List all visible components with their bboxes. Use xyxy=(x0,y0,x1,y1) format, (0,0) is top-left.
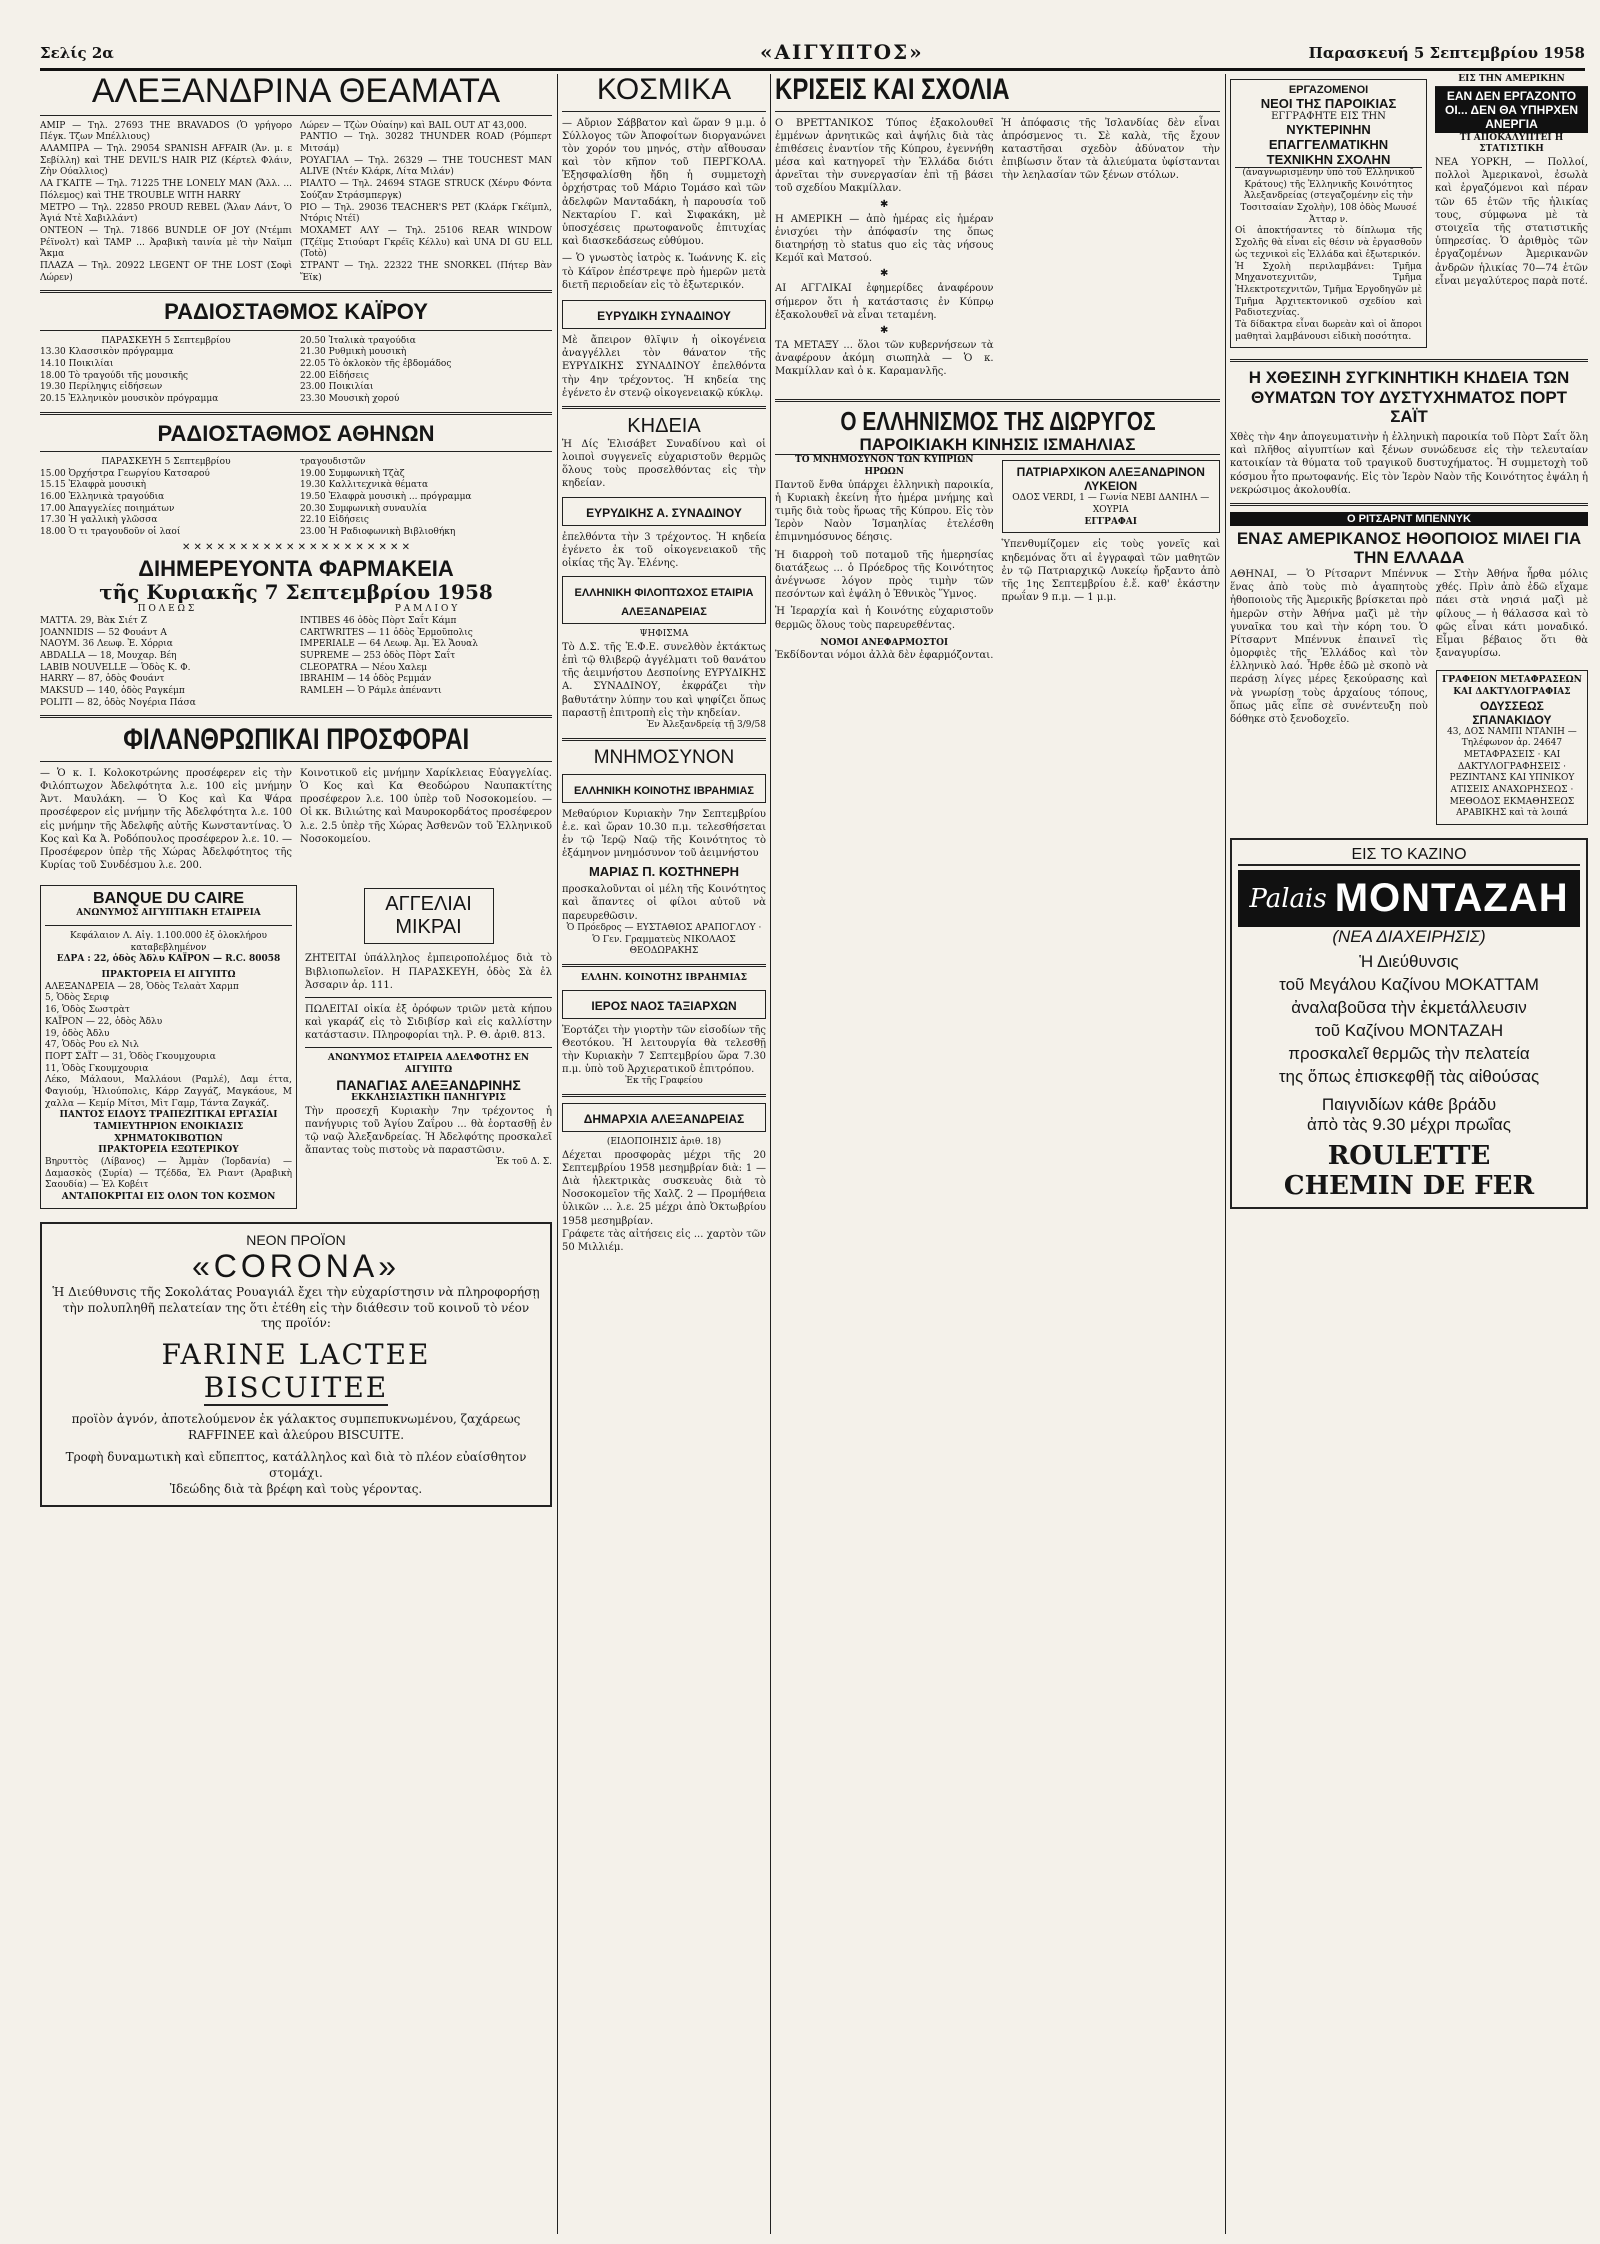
small-ads-block xyxy=(305,880,552,1214)
bank-branch: ΑΛΕΞΑΝΔΡΕΙΑ — 28, Ὁδὸς Τελαὰτ Χαρμπ xyxy=(45,981,239,992)
memorial-name: ΜΑΡΙΑΣ Π. ΚΟΣΤΗΝΕΡΗ xyxy=(588,864,740,880)
lyceum-label: ΕΓΓΡΑΦΑΙ xyxy=(1084,516,1137,527)
funeral-port-said-body: Χθὲς τὴν 4ην ἀπογευματινὴν ἡ ἑλληνικὴ παροικία τοῦ Πὸρτ Σαΐτ ὅλη καὶ πλῆθος αἰγυπτίων καὶ ξένων συνώδευσε εἰς τὴν τελευταίαν κατοικίαν τὰ θύματα τοῦ τραγικοῦ δυστυχήματος. Ἡ συμμετοχὴ τοῦ κόσμου ἦτο πρωτοφανής. Εἰς τὸν Ἱερὸν Ναὸν τῆς Κοινότητος ἐψάλη ἡ νεκρώσιμος ἀκολουθία. xyxy=(1230,431,1588,496)
pharmacy-item: RAMLEH — Ὁ Ράμλε ἀπέναντι xyxy=(300,685,442,696)
radio-item: 22.00 Εἰδήσεις xyxy=(300,370,369,381)
casino-banner xyxy=(1238,870,1580,927)
corona-body: προϊὸν ἁγνόν, ἀποτελούμενον ἐκ γάλακτος συμπεπυκνωμένου, ζαχάρεως RAFFINEE καὶ ἀλεύρου BISCUITE. xyxy=(71,1412,521,1443)
pharmacy-item: POLITI — 82, ὁδὸς Νογέρια Πάσα xyxy=(40,697,196,708)
theatre-item: ΟΝΤΕΟΝ — Τηλ. 71866 BUNDLE OF JOY (Ντέμπι Ρέϊνολτ) καὶ TAMP ... Ἀραβικὴ ταινία μὲ τὴν Ναϊμπ Ἄκμα xyxy=(40,225,292,260)
pharmacy-item: INTIBES 46 ὁδὸς Πὸρτ Σαΐτ Κάμπ xyxy=(300,615,457,626)
radio-item: 20.15 Ἑλληνικὸν μουσικὸν πρόγραμμα xyxy=(40,394,219,405)
bank-branch: 16, Ὁδὸς Σωστρὰτ xyxy=(45,1005,130,1016)
radio-item: 17.00 Ἀπαγγελίες ποιημάτων xyxy=(40,503,175,514)
church-head: ΕΛΛΗΝ. ΚΟΙΝΟΤΗΣ ΙΒΡΑΗΜΙΑΣ xyxy=(580,972,748,983)
theatre-item: ΛΑ ΓΚΑΙΤΕ — Τηλ. 71225 THE LONELY MAN (Ἄλλ. ... Πόλεμος) καὶ THE TROUBLE WITH HARRY xyxy=(40,179,292,201)
issue-date: Παρασκευή 5 Σεπτεμβρίου 1958 xyxy=(1308,44,1585,62)
corona-product-1: FARINE LACTEE xyxy=(161,1338,431,1372)
resolution-label: ΨΗΦΙΣΜΑ xyxy=(639,629,689,640)
theatre-item: ΠΛΑΖΑ — Τηλ. 20922 LEGENT OF THE LOST (Σοφὶ Λώρεν) xyxy=(40,260,292,283)
editorial-paragraph: Ο ΒΡΕΤΤΑΝΙΚΟΣ Τύπος ἐξακολουθεῖ ἐμμένων ἀρνητικῶς καὶ ἀψήλις διὰ τὰς ἐπιθέσεις ἐναντίον τῆς Κύπρου, ἐγεννήθη μέσα καὶ κατηγορεῖ τὴν Ἑλλάδα διότι ἀρνεῖται τὴν συνεργασίαν ἐπὶ τῇ βάσει τοῦ σχεδίου Μακμίλλαν. xyxy=(775,117,994,195)
event-head: ΑΝΩΝΥΜΟΣ ΕΤΑΙΡΕΙΑ ΑΔΕΛΦΟΤΗΣ ΕΝ ΑΙΓΥΠΤΩ xyxy=(327,1053,530,1076)
radio-item: 23.00 Ἡ Ραδιοφωνικὴ Βιβλιοθήκη xyxy=(300,527,456,538)
casino-games: Παιγνιδίων κάθε βράδυ xyxy=(1321,1094,1497,1114)
theatre-item: ΜΟΧΑΜΕΤ ΑΛΥ — Τηλ. 25106 REAR WINDOW (Τζέϊμς Στιούαρτ Γκρέϊς Κέλλυ) καὶ UNA DI GU ELL (Totò) xyxy=(300,225,552,260)
ismailia-title: ΠΑΡΟΙΚΙΑΚΗ ΚΙΝΗΣΙΣ ΙΣΜΑΗΛΙΑΣ xyxy=(775,435,1220,456)
radio-item: 18.00 Ὁ τι τραγουδοῦν οἱ λαοί xyxy=(40,527,181,538)
church-title: ΙΕΡΟΣ ΝΑΟΣ ΤΑΞΙΑΡΧΩΝ xyxy=(562,990,766,1019)
ritsart-body xyxy=(1230,568,1588,830)
funeral-port-said-head: Η ΧΘΕΣΙΝΗ ΣΥΓΚΙΝΗΤΙΚΗ ΚΗΔΕΙΑ ΤΩΝ ΘΥΜΑΤΩΝ ΤΟΥ ΔΥΣΤΥΧΗΜΑΤΟΣ ΠΟΡΤ ΣΑΪΤ xyxy=(1248,368,1570,427)
bank-subtitle: ΑΝΩΝΥΜΟΣ ΑΙΓΥΠΤΙΑΚΗ ΕΤΑΙΡΕΙΑ xyxy=(76,908,261,919)
radio-item: 21.30 Ρυθμικὴ μουσικὴ xyxy=(300,347,407,358)
church-sign: Ἐκ τῆς Γραφείου xyxy=(625,1076,703,1087)
classified-ad: ΖΗΤΕΙΤΑΙ ὑπάλληλος ἐμπειροπολέμος διὰ τὸ Βιβλιοπωλεῖον. Η ΠΑΡΑΣΚΕΥΗ, ὁδὸς Σὰ ἐλ Ἀσσαριν ἀρ. 111. xyxy=(305,953,552,991)
lyceum-box xyxy=(1002,460,1221,533)
column-rule xyxy=(1225,74,1226,2234)
radio-athens-title: ΡΑΔΙΟΣΤΑΘΜΟΣ ΑΘΗΝΩΝ xyxy=(157,420,435,446)
casino-text: Ἡ Διεύθυνσις τοῦ Μεγάλου Καζίνου ΜΟΚΑΤΤΑΜ ἀναλαβοῦσα τὴν ἐκμετάλλευσιν τοῦ Καζίνου ΜΟΝΤΑΖΑΗ προσκαλεῖ θερμῶς τὴν πελατεία της ὅπως ἐπισκεφθῇ τὰς αἰθούσας xyxy=(1278,952,1540,1086)
pharmacy-item: LABIB NOUVELLE — Ὁδὸς Κ. Φ. xyxy=(40,662,191,673)
pharmacy-item: HARRY — 87, ὁδὸς Φουάντ xyxy=(40,674,165,685)
bank-abroad: Βηρυττὸς (Λίβανος) — Ἀμμὰν (Ἰορδανία) — Δαμασκὸς (Συρία) — Τζέδδα, Ἐλ Ριαντ (Ἀραβικὴ Σαουδία) — Ἐλ Κοβέιτ xyxy=(45,1157,292,1191)
office-services: ΜΕΤΑΦΡΑΣΕΙΣ · ΚΑΙ ΔΑΚΤΥΛΟΓΡΑΦΗΣΕΙΣ · ΡΕΖΙΝΤΑΝΣ ΚΑΙ ΥΠΝΙΚΟΥ ΑΤΙΣΕΙΣ ΑΝΑΧΩΡΗΣΕΩΣ · ΜΕΘΟΔΟΣ ΕΚΜΑΘΗΣΕΩΣ ΑΡΑΒΙΚΗΣ καὶ τὰ λοιπά xyxy=(1449,750,1575,819)
casino-hours: ἀπὸ τὰς 9.30 μέχρι πρωΐας xyxy=(1307,1114,1511,1134)
radio-item: 13.30 Κλασσικὸν πρόγραμμα xyxy=(40,347,174,358)
office-title: ΓΡΑΦΕΙΟΝ ΜΕΤΑΦΡΑΣΕΩΝ ΚΑΙ ΔΑΚΤΥΛΟΓΡΑΦΙΑΣ xyxy=(1442,675,1582,697)
column-left xyxy=(40,74,552,2234)
pharmacy-item: ΜΑΤΤΑ. 29, Βὰκ Σιέτ Ζ xyxy=(40,615,147,626)
casino-management: (ΝΕΑ ΔΙΑΧΕΙΡΗΣΙΣ) xyxy=(1332,927,1486,947)
law-text: Ἐκδίδονται νόμοι ἀλλὰ δὲν ἐφαρμόζονται. xyxy=(775,650,994,662)
radio-item: τραγουδιστῶν xyxy=(300,457,366,468)
office-name: ΟΔΥΣΣΕΩΣ ΣΠΑΝΑΚΙΔΟΥ xyxy=(1472,698,1552,727)
radio-item: 17.30 Ἡ γαλλικὴ γλῶσσα xyxy=(40,515,158,526)
casino-roulette: ROULETTE xyxy=(1327,1140,1491,1171)
ismailia-paragraph: Παντοῦ ἔνθα ὑπάρχει ἑλληνικὴ παροικία, ἡ Κυριακὴ ἐκείνη ἦτο ἡμέρα μνήμης καὶ τιμῆς διὰ τοὺς ἥρωας τῆς Κύπρου. Εἰς τὸν Ἱερὸν Ναὸν Ἰσμαηλίας ἐτελέσθη ἐπιμνημόσυνος δέησις. xyxy=(775,479,994,544)
pharmacy-item: ΝΑΟΥΜ. 36 Λεωφ. Ἐ. Χόρρια xyxy=(40,639,173,650)
classified-ad: ΠΩΛΕΙΤΑΙ οἰκία ἐξ ὀρόφων τριῶν μετὰ κήπου καὶ γκαράζ εἰς τὸ Σιδιβίσρ καὶ εἰς καλλίστην κατάστασιν. Πληροφορίαι τηλ. Ρ. Θ. ἀριθ. 813. xyxy=(305,1003,552,1042)
kosmika-title: ΚΟΣΜΙΚΑ xyxy=(596,74,732,106)
bank-branch: 19, ὁδὸς Ἀδλυ xyxy=(45,1028,110,1039)
corona-tagline: Τροφὴ δυναμωτικὴ καὶ εὔπεπτος, κατάλληλος καὶ διὰ τὸ πλέον εὐαίσθητον στομάχι. xyxy=(65,1449,527,1480)
corona-product-2: BISCUITEE xyxy=(203,1371,389,1405)
theatre-item: ΜΕΤΡΟ — Τηλ. 22850 PROUD REBEL (Ἄλαν Λάντ, Ὁ Ἁγιά Ντὲ Χαβιλλάντ) xyxy=(40,202,292,225)
kriseis-title: ΚΡΙΣΕΙΣ ΚΑΙ ΣΧΟΛΙΑ xyxy=(775,74,1010,106)
bank-branch: 47, Ὁδὸς Ρου ελ Νιλ xyxy=(45,1040,139,1051)
radio-item: 22.05 Τὸ ὁκλοκὸν τῆς ἐβδομάδος xyxy=(300,358,452,369)
column-kosmika xyxy=(562,74,766,2234)
america-sub: ΤΙ ΑΠΟΚΑΛΥΠΤΕΙ Η ΣΤΑΤΙΣΤΙΚΗ xyxy=(1459,132,1564,155)
school-kicker: ΕΡΓΑΖΟΜΕΝΟΙ xyxy=(1288,84,1369,96)
radio-item: 15.15 Ἐλαφρὰ μουσικὴ xyxy=(40,480,147,491)
editorial-paragraph: Ἡ ἀπόφασις τῆς Ἰσλανδίας δὲν εἶναι ἀπρόσμενος τι. Σὲ καλὰ, τῆς ἔχουν καταστῆσαι σχεδὸν ἀδύνατον τὴν ἐπιβίωσιν ὅταν τὰ ἀλιεύματα ὑφίστανται τὴν λεηλασίαν τῶν ξένων στόλων. xyxy=(1001,117,1220,182)
casino-palais: Palais xyxy=(1249,883,1327,914)
column-kriseis xyxy=(775,74,1220,2234)
lyceum-text: Ὑπενθυμίζομεν εἰς τοὺς γονεῖς καὶ κηδεμόνας ὅτι αἱ ἐγγραφαὶ τῶν μαθητῶν ἐν τῷ Πατριαρχικῷ Λυκείῳ ἤρξαντο ἀπὸ τῆς 1ης Σεπτεμβρίου ἐ.ἔ. καθ' ἑκάστην πρωΐαν 9 π.μ. — 1 μ.μ. xyxy=(1001,539,1220,604)
pharmacy-area: Π Ο Λ Ε Ω Σ xyxy=(137,604,195,615)
school-body: Ἡ Σχολὴ περιλαμβάνει: Τμῆμα Μηχανοτεχνιτῶν, Τμῆμα Ἠλεκτροτεχνιτῶν, Τμῆμα Ἐργοδηγῶν μὲ Τμῆμα Ἀρχιτεκτονικοῦ σχεδίου καὶ Ραδιοτεχνίας. xyxy=(1235,261,1422,319)
theatre-item: ΑΜΙΡ — Τηλ. 27693 THE BRAVADOS (Ὁ γρήγορο Πέγκ. Τζων Μπέλλιους) xyxy=(40,120,292,143)
demarchia-note: Γράφετε τὰς αἰτήσεις εἰς ... χαρτὸν τῶν 50 Μιλλιέμ. xyxy=(562,1228,766,1254)
radio-item: 19.00 Συμφωνικὴ Τζὰζ xyxy=(300,468,405,479)
banque-du-caire-ad xyxy=(40,885,297,1209)
memorial-text: προσκαλοῦνται οἱ μέλη τῆς Κοινότητος καὶ ἅπαντες οἱ φίλοι αὐτοῦ νὰ παρευρεθῶσιν. xyxy=(562,884,766,922)
bank-branch: ΠΟΡΤ ΣΑΪΤ — 31, Ὁδὸς Γκουμχουρια xyxy=(45,1051,216,1062)
pharmacy-area: Ρ Α Μ Λ Ι Ο Υ xyxy=(394,604,458,615)
charity-text: Κοινοτικοῦ εἰς μνήμην Χαρίκλειας Εὐαγγελίας. Ὁ Κος καὶ Κα Θεοδώρου Ναυπακτίτης προσέφερον λ.ε. 100 ὑπὲρ τοῦ Νοσοκομείου. — Οἱ κκ. Βιλιώτης καὶ Μαυροκορδάτος προσέφερον λ.ε. 2.5 ὑπὲρ τῆς Χώρας Ἀσθενῶν τοῦ Ἑλληνικοῦ Νοσοκομείου. xyxy=(300,767,552,845)
funeral-text: Ἡ Δίς Ἐλισάβετ Συναδίνου καὶ οἱ λοιποὶ συγγενεῖς εὐχαριστοῦν θερμῶς ὅλους τοὺς προσελθόντας εἰς τὴν κηδείαν. xyxy=(562,438,766,490)
pharmacy-listings xyxy=(40,604,552,709)
demarchia-sub: (ΕΙΔΟΠΟΙΗΣΙΣ ἀριθ. 18) xyxy=(606,1137,722,1148)
radio-item: 14.10 Ποικιλίαι xyxy=(40,358,114,369)
casino-ad xyxy=(1230,838,1588,1209)
demarchia-body: Δέχεται προσφορὰς μέχρι τῆς 20 Σεπτεμβρίου 1958 μεσημβρίαν διὰ: 1 — Διὰ ἠλεκτρικὰς συσκευὰς διὰ τὸ Νοσοκομεῖον τῆς Χαλζ. 2 — Προμήθεια ὑλικῶν ... λ.ε. 25 μέχρι ἀπὸ Ὀκτωβρίου 1958 μεσημβρίαν. xyxy=(562,1149,766,1227)
school-head: ΝΕΟΙ ΤΗΣ ΠΑΡΟΙΚΙΑΣ xyxy=(1260,96,1397,111)
radio-item: 19.30 Καλλιτεχνικὰ θέματα xyxy=(300,480,429,491)
funeral-heading: ΚΗΔΕΙΑ xyxy=(627,414,701,437)
community-heading: ΕΛΛΗΝΙΚΗ ΚΟΙΝΟΤΗΣ ΙΒΡΑΗΜΙΑΣ xyxy=(562,774,766,803)
editorial-paragraph: Η ΑΜΕΡΙΚΗ — ἀπὸ ἡμέρας εἰς ἡμέραν ἐνισχύει τὴν ἀπόφασίν της ὅπως διατηρήσῃ τὸ status quo εἰς τὰς νήσους Κεμόϊ καὶ Ματσού. xyxy=(775,213,994,265)
bank-towns: Λέκο, Μάλαουι, Μαλλάουι (Ραμλέ), Δαμ έττα, Φαγιούμ, Ἠλιούπολις, Κάρρ Ζαγγάζ, Μαγκάουε, Μ χαλλα — Κεμίρ Μίτσι, Μὶτ Γαμρ, Τάντα Ζαγκάζ. xyxy=(45,1075,292,1109)
radio-athens-schedule xyxy=(40,457,552,539)
america-body: ΝΕΑ ΥΟΡΚΗ, — Πολλοί, πολλοὶ Ἀμερικανοὶ, ἐσωλὰ καὶ ἐργαζόμενοι καὶ πέραν τῶν 65 ἐτῶν τῆς ἡλικίας τους, σύμφωνα μὲ τὰ στοιχεῖα τῆς στατιστικῆς ὑπηρεσίας. Ὁ ἀριθμὸς τῶν ἐργαζομένων Ἀμερικανῶν ἀνδρῶν ἡλικίας 70—74 ἐτῶν εἶναι μεγαλύτερος παρὰ ποτέ. xyxy=(1435,157,1588,287)
diorygos-title: Ο ΕΛΛΗΝΙΣΜΟΣ ΤΗΣ ΔΙΩΡΥΓΟΣ xyxy=(839,405,1156,436)
memorial-signatures: Ὁ Πρόεδρος — ΕΥΣΤΑΘΙΟΣ ΑΡΑΠΟΓΛΟΥ · Ὁ Γεν. Γραμματεὺς ΝΙΚΟΛΑΟΣ ΘΕΟΔΩΡΑΚΗΣ xyxy=(566,922,762,957)
column-rule xyxy=(557,74,558,2234)
corona-ad xyxy=(40,1222,552,1508)
newspaper-name: «ΑΙΓΥΠΤΟΣ» xyxy=(760,40,924,64)
charity-title: ΦΙΛΑΝΘΡΩΠΙΚΑΙ ΠΡΟΣΦΟΡΑΙ xyxy=(123,723,469,757)
translation-office-ad xyxy=(1436,670,1588,825)
casino-kicker: ΕΙΣ ΤΟ ΚΑΖΙΝΟ xyxy=(1238,846,1580,866)
church-body: Ἑορτάζει τὴν γιορτὴν τῶν εἰσοδίων τῆς Θεοτόκου. Ἡ λειτουργία θὰ τελεσθῇ τὴν Κυριακὴν 7 Σεπτεμβρίου ὥρα 7.30 π.μ. ὑπὸ τοῦ Ἀρχιερατικοῦ ἐπιτρόπου. xyxy=(562,1024,766,1076)
memorial-text: Μεθαύριον Κυριακὴν 7ην Σεπτεμβρίου ἐ.ε. καὶ ὥραν 10.30 π.μ. τελεσθήσεται ἐν τῷ Ἱερῷ Ναῷ τῆς Κοινότητος τὸ ἑξάμηνον μνημόσυνον τοῦ ἀειμνήστου xyxy=(562,808,766,860)
society-heading: ΕΛΛΗΝΙΚΗ ΦΙΛΟΠΤΩΧΟΣ ΕΤΑΙΡΙΑ ΑΛΕΞΑΝΔΡΕΙΑΣ xyxy=(562,576,766,624)
ismailia-paragraph: Ἡ διαρροὴ τοῦ ποταμοῦ τῆς ἡμερησίας διατάξεως ... ὁ Πρόεδρος τῆς Κοινότητος ἀνέγνωσε λόγον πρὸς τιμὴν τῶν πεσόντων καὶ ἐψάλη ὁ Ἐθνικὸς Ὕμνος. xyxy=(775,549,994,601)
theatre-item: ΑΛΑΜΠΡΑ — Τηλ. 29054 SPANISH AFFAIR (Ἀν. μ. ε Σεβίλλη) καὶ THE DEVIL'S HAIR PIZ (Κέρτελ Φλάιν, Ζὴν Ούαλλιος) xyxy=(40,144,292,178)
bank-branches-title: ΠΡΑΚΤΟΡΕΙΑ ΕΙ ΑΙΓΥΠΤΩ xyxy=(101,970,236,981)
pharmacy-item: MAKSUD — 140, ὁδὸς Ραγκέμπ xyxy=(40,685,185,696)
lyceum-address: ΟΔΟΣ VERDI, 1 — Γωνία ΝΕΒΙ ΔΑΝΙΗΛ — ΧΟΥΡΙΑ xyxy=(1012,493,1210,516)
kosmika-paragraph: — Ὁ γνωστὸς ἰατρὸς κ. Ἰωάννης Κ. εἰς τὸ Κάϊρον ἐπέστρεψε πρὸ ἡμερῶν μετὰ διετῆ περιοδείαν εἰς τὸ ἐξωτερικόν. xyxy=(562,253,766,291)
ismailia-paragraph: Ἡ Ἱεραρχία καὶ ἡ Κοινότης εὐχαριστοῦν θερμῶς ὅλους τοὺς παρευρεθέντας. xyxy=(775,606,994,631)
event-kicker: ΕΚΚΛΗΣΙΑΣΤΙΚΗ ΠΑΝΗΓΥΡΙΣ xyxy=(351,1092,506,1103)
ismailia-subhead: ΤΟ ΜΝΗΜΟΣΥΝΟΝ ΤΩΝ ΚΥΠΡΙΩΝ ΗΡΩΩΝ xyxy=(795,455,974,478)
america-article xyxy=(1435,74,1588,353)
ismailia-body xyxy=(775,455,1220,662)
school-sub: ΕΓΓΡΑΦΗΤΕ ΕΙΣ ΤΗΝ xyxy=(1271,111,1386,122)
column-rule xyxy=(770,74,771,2234)
pharmacy-item: SUPREME — 253 ὁδὸς Πὸρτ Σαΐτ xyxy=(300,650,456,661)
lyceum-title: ΠΑΤΡΙΑΡΧΙΚΟΝ ΑΛΕΞΑΝΔΡΙΝΟΝ ΛΥΚΕΙΟΝ xyxy=(1016,465,1205,494)
obituary-text: Μὲ ἄπειρον θλῖψιν ἡ οἰκογένεια ἀναγγέλλει τὸν θάνατον τῆς ΕΥΡΥΔΙΚΗΣ ΣΥΝΑΔΙΝΟΥ ἐπελθόντα τὴν 4ην τρέχοντος. Ἡ κηδεία της ἐγένετο ἐν στενῷ οἰκογενειακῷ κύκλῳ. xyxy=(562,334,766,399)
pharmacy-item: JOANNIDIS — 52 Φουάντ Α xyxy=(40,627,167,638)
event-body: Τὴν προσεχῆ Κυριακὴν 7ην τρέχοντος ἡ πανήγυρις τοῦ Ἁγίου Ζαΐρου ... θὰ ἑορτασθῇ ἐν τῷ ναῷ Ἀλεξανδρείας. Ἡ Ἀδελφότης προσκαλεῖ ἅπαντας τοὺς πιστοὺς νὰ παραστῶσιν. xyxy=(305,1105,552,1157)
america-head: ΕΑΝ ΔΕΝ ΕΡΓΑΖΟΝΤΟ ΟΙ... ΔΕΝ ΘΑ ΥΠΗΡΧΕΝ ΑΝΕΡΓΙΑ xyxy=(1435,87,1588,133)
corona-intro: Ἡ Διεύθυνσις τῆς Σοκολάτας Ρουαγιάλ ἔχει τὴν εὐχαρίστησιν νὰ πληροφορήσῃ τὴν πολυπληθῆ πελατείαν της ὅτι ἐτέθη εἰς τὴν διάθεσιν τοῦ κοινοῦ τὸ νέον της προϊόν: xyxy=(52,1284,540,1331)
radio-cairo-title: ΡΑΔΙΟΣΤΑΘΜΟΣ ΚΑΪΡΟΥ xyxy=(164,299,428,325)
resolution-text: Τὸ Δ.Σ. τῆς Ἑ.Φ.Ε. συνελθὸν ἐκτάκτως ἐπὶ τῷ θλιβερῷ ἀγγέλματι τοῦ θανάτου τῆς ἀειμνήστου Δεσποίνης ΕΥΡΥΔΙΚΗΣ Α. ΣΥΝΑΔΙΝΟΥ, ἐκφράζει τὴν βαθυτάτην λύπην του καὶ ψηφίζει ὅπως παραστῇ ἐπιτροπὴ εἰς τὴν κηδείαν. xyxy=(562,641,766,719)
radio-date: ΠΑΡΑΣΚΕΥΗ 5 Σεπτεμβρίου xyxy=(101,457,231,468)
casino-chemin-de-fer: CHEMIN DE FER xyxy=(1283,1170,1535,1201)
obituary-text: ἐπελθόντα τὴν 3 τρέχοντος. Ἡ κηδεία ἐγένετο ἐκ τοῦ οἰκογενειακοῦ τῆς οἰκίας τῆς Ἄγ. Ἑλένης. xyxy=(562,531,766,569)
right-top xyxy=(1230,74,1588,353)
pharmacies-subtitle: τῆς Κυριακῆς 7 Σεπτεμβρίου 1958 xyxy=(99,580,493,605)
bank-seat: ΕΔΡΑ : 22, ὁδὸς Ἀδλυ ΚΑΪΡΟΝ — R.C. 80058 xyxy=(56,954,281,965)
event-sign: Ἐκ τοῦ Δ. Σ. xyxy=(495,1157,552,1168)
technical-school-ad xyxy=(1230,79,1427,348)
bank-services: ΤΑΜΙΕΥΤΗΡΙΟΝ ΕΝΟΙΚΙΑΣΙΣ ΧΡΗΜΑΤΟΚΙΒΩΤΙΩΝ xyxy=(93,1122,244,1144)
bank-branch: 11, Ὁδὸς Γκουμχουρια xyxy=(45,1063,149,1074)
demarchia-title: ΔΗΜΑΡΧΙΑ ΑΛΕΞΑΝΔΡΕΙΑΣ xyxy=(562,1103,766,1132)
bank-abroad-title: ΠΡΑΚΤΟΡΕΙΑ ΕΞΩΤΕΡΙΚΟΥ xyxy=(98,1145,239,1156)
charity-section xyxy=(40,767,552,873)
radio-item: 16.00 Ἑλληνικὰ τραγούδια xyxy=(40,492,165,503)
radio-item: 18.00 Τὸ τραγούδι τῆς μουσικῆς xyxy=(40,370,189,381)
radio-item: 19.50 Ἐλαφρὰ μουσικὴ ... πρόγραμμα xyxy=(300,492,472,503)
radio-item: 23.00 Ποικιλίαι xyxy=(300,382,374,393)
obituary-heading: ΕΥΡΥΔΙΚΗΣ Α. ΣΥΝΑΔΙΝΟΥ xyxy=(562,497,766,526)
pharmacy-item: IMPERIALE — 64 Λεωφ. Ἀμ. Ἐλ Ἄουαλ xyxy=(300,639,478,650)
pharmacy-item: ABDALLA — 18, Μουχαρ. Βέη xyxy=(40,650,177,661)
kriseis-body: Ο ΒΡΕΤΤΑΝΙΚΟΣ Τύπος ἐξακολουθεῖ ἐμμένων ἀρνητικῶς καὶ ἀψήλις διὰ τὰς ἐπιθέσεις ἐναντίον τῆς Κύπρου, ἐγεννήθη μέσα καὶ κατηγορεῖ τὴν Ἑλλάδα διότι ἀρνεῖται τὴν συνεργασίαν ἐπὶ τῇ βάσει τοῦ σχεδίου Μακμίλλαν. ✱ Η ΑΜΕΡΙΚΗ — ἀπὸ ἡμέρας εἰς ἡμέραν ἐνισχύει τὴν ἀπόφασίν της ὅπως διατηρήσῃ τὸ status quo εἰς τὰς νήσους Κεμόϊ καὶ Ματσού. ✱ ΑΙ ΑΓΓΛΙΚΑΙ ἐφημερίδες ἀναφέρουν σήμερον ὅτι ἡ κατάστασις ἐν Κύπρῳ ἐξακολουθεῖ νὰ εἶναι τεταμένη. ✱ ΤΑ ΜΕΤΑΞΥ ... ὅλοι τῶν κυβερνήσεων τὰ ἀναφέρουν ἀκόμη σιωπηλὰ — Ὁ κ. Μακμίλλαν καὶ ὁ κ. Καραμανλῆς. Ἡ ἀπόφασις τῆς Ἰσλανδίας δὲν εἶναι ἀπρόσμενος τι. Σὲ καλὰ, τῆς ἔχουν καταστῆσαι σχεδὸν ἀδύνατον τὴν ἐπιβίωσιν ὅταν τὰ ἀλιεύματα ὑφίστανται τὴν λεηλασίαν τῶν ξένων στόλων. xyxy=(775,117,1220,378)
pharmacy-item: CARTWRITES — 11 ὁδὸς Ἐρμοῦπολις xyxy=(300,627,473,638)
bank-services-title: ΠΑΝΤΟΣ ΕΙΔΟΥΣ ΤΡΑΠΕΖΙΤΙΚΑΙ ΕΡΓΑΣΙΑΙ xyxy=(59,1110,278,1121)
lower-left-block xyxy=(40,880,552,1214)
law-title: ΝΟΜΟΙ ΑΝΕΦΑΡΜΟΣΤΟΙ xyxy=(820,637,949,648)
casino-name: MONTAZAH xyxy=(1334,876,1569,921)
kosmika-paragraph: — Αὔριον Σάββατον καὶ ὥραν 9 μ.μ. ὁ Σύλλογος τῶν Ἀποφοίτων διοργανώνει τὸν χορόν του μηνός, στὴν αἴθουσαν καὶ τὸν κῆπον τοῦ ΠΕΡΓΚΟΛΑ. Ἐξησφαλίσθη ἤδη ἡ συμμετοχὴ ὀρχήστρας τοῦ Μάριο Τομάσο καὶ τῶν ἀδελφῶν Μανταδάκη, ἡ παρουσία τοῦ Νεκταρίου Γ. καὶ Σιφακάκη, μὲ ὑποσχέσεις πρωτοφανοῦς ἐπιτυχίας καὶ διασκεδάσεως εὐθύμου. xyxy=(562,117,766,248)
office-address: 43, ΔΟΣ ΝΑΜΠΙ ΝΤΑΝΙΗ — Τηλέφωνον ἀρ. 24647 xyxy=(1447,726,1577,749)
editorial-paragraph: ΑΙ ΑΓΓΛΙΚΑΙ ἐφημερίδες ἀναφέρουν σήμερον ὅτι ἡ κατάστασις ἐν Κύπρῳ ἐξακολουθεῖ νὰ εἶναι τεταμένη. xyxy=(775,283,994,321)
theatre-item: ΡΙΟ — Τηλ. 29036 TEACHER'S PET (Κλάρκ Γκέϊμπλ, Ντόρις Ντέϊ) xyxy=(300,202,552,225)
ritsart-paragraph: — Στὴν Ἀθήνα ἦρθα μόλις χθές. Πρὶν ἀπὸ ἐδῶ εἴχαμε πάει στὰ νησιά μαζὶ μὲ φίλους — ἡ θάλασσα καὶ τὸ φῶς εἶναι κάτι μοναδικό. Εἶμαι βέβαιος ὅτι θὰ ξαναγυρίσω. xyxy=(1435,568,1588,660)
school-head-2: ΝΥΚΤΕΡΙΝΗΝ ΕΠΑΓΓΕΛΜΑΤΙΚΗΝ ΤΕΧΝΙΚΗΝ ΣΧΟΛΗΝ xyxy=(1235,122,1422,168)
resolution-date: Ἐν Ἀλεξανδρείᾳ τῇ 3/9/58 xyxy=(646,720,766,730)
ritsart-paragraph: ΑΘΗΝΑΙ, — Ὁ Ρίτσαρντ Μπέννυκ ἕνας ἀπὸ τοὺς πιὸ ἀγαπητοὺς ἠθοποιοὺς τῆς Ἀμερικῆς βρίσκεται πρὸ ἡμερῶν στὴν Ἀθήνα μαζὶ μὲ τὴν γυναῖκα του καὶ τὴν κόρη του. Ὁ Ρίτσαρντ Μπέννυκ ἐπαινεῖ τὶς ὀμορφιὲς τῆς Ἑλλάδος καὶ τὸν ἑλληνικὸ λαό. Ἦρθε ἐδῶ μὲ σκοπὸ νὰ περάσῃ λίγες μέρες ξεκούρασης καὶ νὰ γνωρίσῃ τοὺς ἀρχαίους τόπους, ὅπως μᾶς εἶπε σὲ συνέντευξη ποὺ δόθηκε στὸ ξενοδοχεῖο. xyxy=(1230,568,1428,726)
radio-item: 22.10 Εἰδήσεις xyxy=(300,515,369,526)
radio-item: 19.30 Περίληψις εἰδήσεων xyxy=(40,382,163,393)
ritsart-head: ΕΝΑΣ ΑΜΕΡΙΚΑΝΟΣ ΗΘΟΠΟΙΟΣ ΜΙΛΕΙ ΓΙΑ ΤΗΝ ΕΛΛΑΔΑ xyxy=(1236,528,1582,568)
small-ads-title: ΑΓΓΕΛΙΑΙ ΜΙΚΡΑΙ xyxy=(385,893,472,939)
ornament-divider: ✕ ✕ ✕ ✕ ✕ ✕ ✕ ✕ ✕ ✕ ✕ ✕ ✕ ✕ ✕ ✕ ✕ ✕ ✕ ✕ xyxy=(182,541,410,553)
column-right xyxy=(1230,74,1588,2234)
bank-capital: Κεφάλαιον Λ. Αἰγ. 1.100.000 ἐξ ὁλοκλήρου καταβεβλημένον xyxy=(70,931,267,953)
bank-branch: 5, Ὁδὸς Σεριφ xyxy=(45,993,110,1004)
school-body: (ἀναγνωρισμένην ὑπὸ τοῦ Ἑλληνικοῦ Κράτους) τῆς Ἑλληνικῆς Κοινότητος Ἀλεξανδρείας (στεγαζομένην εἰς τὴν Τοσιτσαίαν Σχολὴν), 108 ὁδὸς Μωυσέ Ἀτταρ ν. xyxy=(1240,168,1417,225)
theatre-item: ΣΤΡΑΝΤ — Τηλ. 22322 THE SNORKEL (Πήτερ Βὰν Ἔϊκ) xyxy=(300,260,552,283)
masthead xyxy=(40,42,1585,71)
memorial-heading: ΜΝΗΜΟΣΥΝΟΝ xyxy=(593,746,735,768)
school-body: Οἱ ἀποκτήσαντες τὸ δίπλωμα τῆς Σχολῆς θὰ εἶναι εἰς θέσιν νὰ ἐργασθοῦν ὡς τεχνικοὶ εἰς Ἐλλάδα καὶ ἐξωτερικόν. xyxy=(1235,226,1422,260)
radio-item: 20.30 Συμφωνικὴ συναυλία xyxy=(300,503,427,514)
corona-brand: «CORONA» xyxy=(191,1247,401,1284)
radio-item: 23.30 Μουσικὴ χορού xyxy=(300,394,400,405)
small-ads-box xyxy=(364,888,494,944)
school-body: Τὰ δίδακτρα εἶναι δωρεὰν καὶ οἱ ἄποροι μαθηταὶ λαμβάνουσι εἰδικὴ ποσότητα. xyxy=(1235,319,1422,342)
theatres-title: ΑΛΕΞΑΝΔΡΙΝΑ ΘΕΑΜΑΤΑ xyxy=(91,74,501,110)
bank-branch: ΚΑΪΡΟΝ — 22, ὁδὸς Ἀδλυ xyxy=(45,1016,163,1027)
corona-tagline: Ἰδεώδης διὰ τὰ βρέφη καὶ τοὺς γέροντας. xyxy=(169,1481,423,1496)
america-kicker: ΕΙΣ ΤΗΝ ΑΜΕΡΙΚΗΝ xyxy=(1435,74,1588,87)
theatre-item: Λώρεν — Τζὼν Οὐαίην) καὶ BAIL OUT AT 43,000. xyxy=(300,120,527,131)
bank-footer: ΑΝΤΑΠΟΚΡΙΤΑΙ ΕΙΣ ΟΛΟΝ ΤΟΝ ΚΟΣΜΟΝ xyxy=(61,1192,276,1203)
radio-cairo-schedule xyxy=(40,336,552,406)
ritsart-kicker: Ο ΡΙΤΣΑΡΝΤ ΜΠΕΝΝΥΚ xyxy=(1230,512,1588,526)
radio-item: 15.00 Ὀρχήστρα Γεωργίου Κατσαρού xyxy=(40,468,210,479)
theatre-item: ΡΑΝΤΙΟ — Τηλ. 30282 THUNDER ROAD (Ρόμπερτ Μιτσάμ) xyxy=(300,132,552,155)
theatre-item: ΡΙΑΛΤΟ — Τηλ. 24694 STAGE STRUCK (Χένρυ Φόντα Σούζαν Στράσμπεργκ) xyxy=(300,179,552,201)
charity-text: — Ὁ κ. Ι. Κολοκοτρώνης προσέφερεν εἰς τὴν Φιλόπτωχον Ἀδελφότητα λ.ε. 100 εἰς μνήμην Ἀντ. Μαυλάκη. — Ὁ Κος καὶ Κα Ψάρα προσέφερον εἰς μνήμην τῆς Ἀδελφότητα λ.ε. 100 εἰς μνήμην τῆς Ἀδελφῆς αὐτῆς Κωνσταντίνας. Ὁ Κος καὶ Κα Ἀ. Ροδόπουλος προσέφερον λ.ε. 10. — Προσέφερον ὑπὲρ τῆς Χώρας Ἀδελφότητος τῆς Κυρίας τοῦ Συνδέσμου λ.ε. 200. xyxy=(40,767,292,872)
pharmacy-item: CLEOPATRA — Νέου Χαλεμ xyxy=(300,662,428,673)
bank-name: BANQUE DU CAIRE xyxy=(92,890,245,908)
page-number: Σελίς 2α xyxy=(40,44,114,62)
corona-kicker: ΝΕΟΝ ΠΡΟΪΟΝ xyxy=(246,1231,346,1248)
radio-date: ΠΑΡΑΣΚΕΥΗ 5 Σεπτεμβρίου xyxy=(101,335,231,346)
editorial-paragraph: ΤΑ ΜΕΤΑΞΥ ... ὅλοι τῶν κυβερνήσεων τὰ ἀναφέρουν ἀκόμη σιωπηλὰ — Ὁ κ. Μακμίλλαν καὶ ὁ κ. Καραμανλῆς. xyxy=(775,339,994,378)
pharmacies-title: ΔΙΗΜΕΡΕΥΟΝΤΑ ΦΑΡΜΑΚΕΙΑ xyxy=(138,555,454,581)
theatre-listings xyxy=(40,121,552,285)
event-title: ΠΑΝΑΓΙΑΣ ΑΛΕΞΑΝΔΡΙΝΗΣ xyxy=(336,1076,521,1093)
pharmacy-item: IBRAHIM — 14 ὁδὸς Ρεμμάν xyxy=(300,674,432,685)
radio-item: 20.50 Ἰταλικὰ τραγούδια xyxy=(300,335,416,346)
obituary-heading: ΕΥΡΥΔΙΚΗ ΣΥΝΑΔΙΝΟΥ xyxy=(562,300,766,329)
theatre-item: ΡΟΥΑΓΙΑΛ — Τηλ. 26329 — THE TOUCHEST MAN ALIVE (Ντέν Κλάρκ, Λίτα Μιλάν) xyxy=(300,155,552,178)
